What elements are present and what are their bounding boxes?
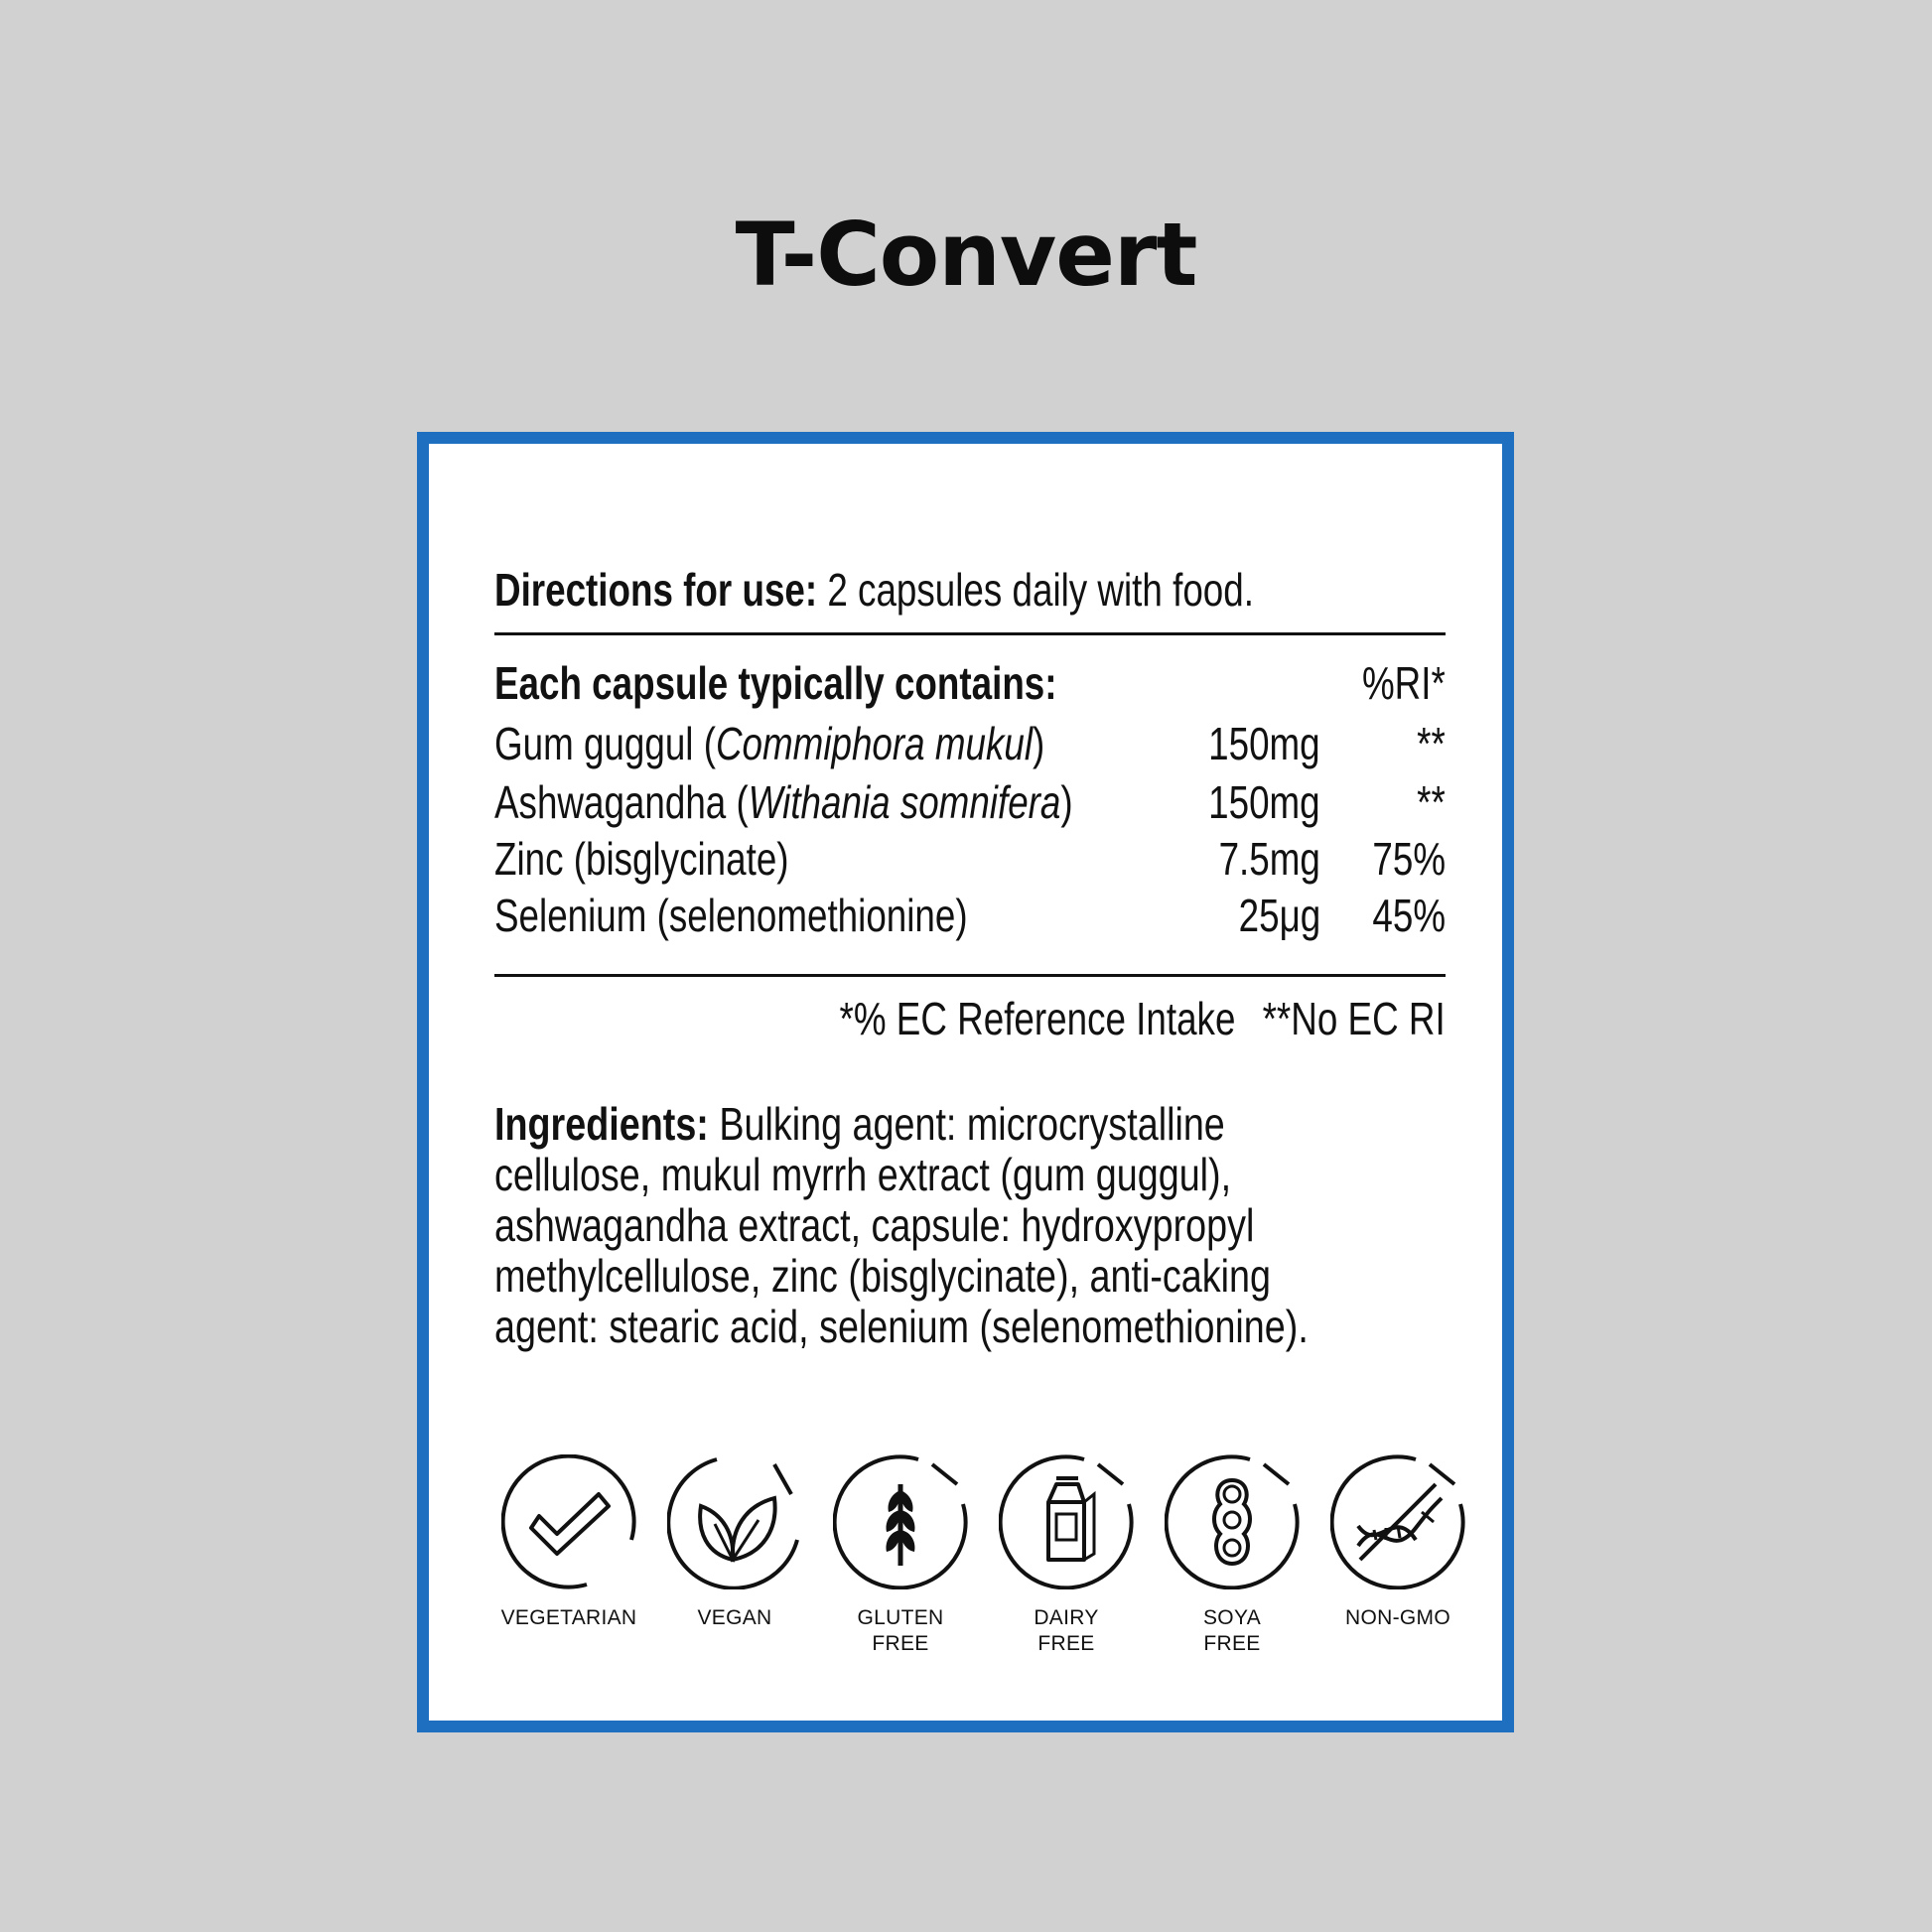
ingredient-latin-name: Commiphora mukul: [715, 718, 1033, 769]
badge-label: FREE: [1037, 1632, 1095, 1655]
divider-bottom: [494, 974, 1446, 977]
ingredients-heading: Ingredients:: [494, 1098, 709, 1150]
ingredients-line: ashwagandha extract, capsule: hydroxypropyl: [494, 1199, 1255, 1251]
badge-soya-free: [1148, 1454, 1316, 1657]
ingredients-list: [494, 1099, 1487, 1352]
ingredients-line: Bulking agent: microcrystalline: [708, 1098, 1225, 1150]
ingredients-line: agent: stearic acid, selenium (selenomethionine).: [494, 1301, 1309, 1352]
table-heading: Each capsule typically contains:: [494, 657, 1057, 709]
badge-label: SOYA: [1203, 1606, 1261, 1629]
directions-heading: Directions for use:: [494, 564, 818, 616]
ingredient-ri: **: [1417, 776, 1446, 828]
table-row: [494, 774, 1446, 830]
ingredient-amount: 150mg: [1208, 718, 1320, 769]
ingredient-name: Gum guggul (: [494, 718, 716, 769]
ingredient-amount: 150mg: [1208, 776, 1320, 828]
ingredient-latin-name: Withania somnifera: [748, 776, 1061, 828]
dairy-free-carton-icon: [999, 1454, 1134, 1589]
ingredient-name-close: ): [1060, 776, 1073, 828]
badge-non-gmo: [1313, 1454, 1482, 1631]
soya-free-pod-icon: [1165, 1454, 1300, 1589]
ingredient-ri: 75%: [1372, 833, 1446, 885]
badge-dairy-free: [982, 1454, 1151, 1657]
product-title: T-Convert: [735, 204, 1197, 306]
ingredients-line: methylcellulose, zinc (bisglycinate), anti-caking: [494, 1250, 1271, 1302]
ri-header: %RI*: [1362, 657, 1446, 709]
badge-label: NON-GMO: [1345, 1606, 1450, 1629]
table-header: [494, 655, 1446, 711]
badge-label: FREE: [872, 1632, 929, 1655]
badge-label: FREE: [1203, 1632, 1261, 1655]
supplement-label: [417, 432, 1514, 1732]
ingredient-ri: **: [1417, 718, 1446, 769]
table-row: [494, 716, 1446, 771]
non-gmo-dna-icon: [1330, 1454, 1465, 1589]
badge-label: GLUTEN: [857, 1606, 944, 1629]
badge-vegetarian: [484, 1454, 653, 1631]
ingredient-amount: 25μg: [1238, 890, 1320, 941]
ingredient-amount: 7.5mg: [1218, 833, 1320, 885]
badge-label: VEGETARIAN: [500, 1606, 637, 1629]
vegan-leaves-icon: [667, 1454, 802, 1589]
ingredient-name: Ashwagandha (: [494, 776, 749, 828]
badge-label: DAIRY: [1034, 1606, 1099, 1629]
badge-gluten-free: [816, 1454, 985, 1657]
ingredient-name: Zinc (bisglycinate): [494, 833, 789, 885]
footnote-no-ri: **No EC RI: [1262, 993, 1446, 1044]
directions-for-use: [494, 563, 1444, 617]
footnotes: [654, 992, 1446, 1045]
directions-text: 2 capsules daily with food.: [817, 564, 1254, 616]
gluten-free-wheat-icon: [833, 1454, 968, 1589]
ingredient-ri: 45%: [1372, 890, 1446, 941]
divider-top: [494, 632, 1446, 635]
badge-label: VEGAN: [697, 1606, 772, 1629]
vegetarian-check-icon: [501, 1454, 636, 1589]
badge-vegan: [650, 1454, 819, 1631]
ingredient-name-close: ): [1033, 718, 1045, 769]
ingredients-line: cellulose, mukul myrrh extract (gum guggul),: [494, 1149, 1232, 1200]
table-row: [494, 888, 1446, 943]
ingredient-name: Selenium (selenomethionine): [494, 890, 968, 941]
dietary-badges: [429, 1454, 1526, 1673]
table-row: [494, 831, 1446, 887]
footnote-ri: *% EC Reference Intake: [839, 993, 1236, 1044]
